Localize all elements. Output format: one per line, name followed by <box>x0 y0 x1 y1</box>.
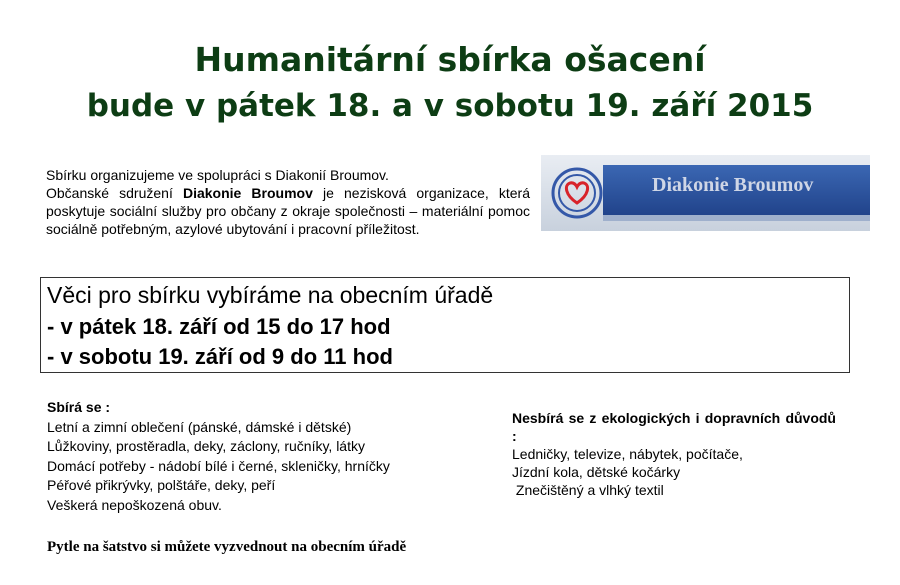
intro-line: Sbírku organizujeme ve spolupráci s Diakonií Broumov. <box>46 167 389 183</box>
list-item: Veškerá nepoškozená obuv. <box>47 496 222 513</box>
organization-name: Diakonie Broumov <box>182 185 313 201</box>
list-item: Jízdní kola, dětské kočárky <box>512 464 681 480</box>
intro-description: Občanské sdružení Diakonie Broumov je nezisková organizace, která poskytuje sociální služby pro občany z okraje společnosti – materiální pomoc sociálně potřebným, azylové ubytování i pracovní příležitost. <box>46 185 530 237</box>
collected-heading: Sbírá se : <box>47 399 111 415</box>
heart-in-circle-icon <box>549 163 605 223</box>
schedule-box <box>40 277 850 373</box>
list-item: Lůžkoviny, prostěradla, deky, záclony, ručníky, látky <box>47 438 365 454</box>
schedule-friday: - v pátek 18. září od 15 do 17 hod <box>47 314 391 339</box>
list-item: Letní a zimní oblečení (pánské, dámské i dětské) <box>47 418 352 435</box>
collected-items-section <box>47 398 390 515</box>
schedule-heading: Věci pro sbírku vybíráme na obecním úřadě <box>47 282 494 308</box>
not-collected-heading: Nesbírá se z ekologických i dopravních důvodů : <box>512 410 836 444</box>
list-item: Domácí potřeby - nádobí bílé i černé, skleničky, hrníčky <box>47 457 390 474</box>
page-title: Humanitární sbírka ošacení <box>194 40 706 79</box>
page-subtitle-date: bude v pátek 18. a v sobotu 19. září 2015 <box>86 88 814 124</box>
footer-note: Pytle na šatstvo si můžete vyzvednout na obecním úřadě <box>47 539 407 555</box>
list-item: Ledničky, televize, nábytek, počítače, <box>512 446 743 462</box>
schedule-saturday: - v sobotu 19. září od 9 do 11 hod <box>47 344 393 369</box>
logo-text: Diakonie Broumov <box>652 174 814 196</box>
diakonie-logo <box>541 155 870 231</box>
list-item: Péřové přikrývky, polštáře, deky, peří <box>47 477 276 493</box>
intro-paragraph <box>46 166 530 238</box>
list-item: Znečištěný a vlhký textil <box>512 482 664 498</box>
not-collected-section <box>512 409 836 499</box>
